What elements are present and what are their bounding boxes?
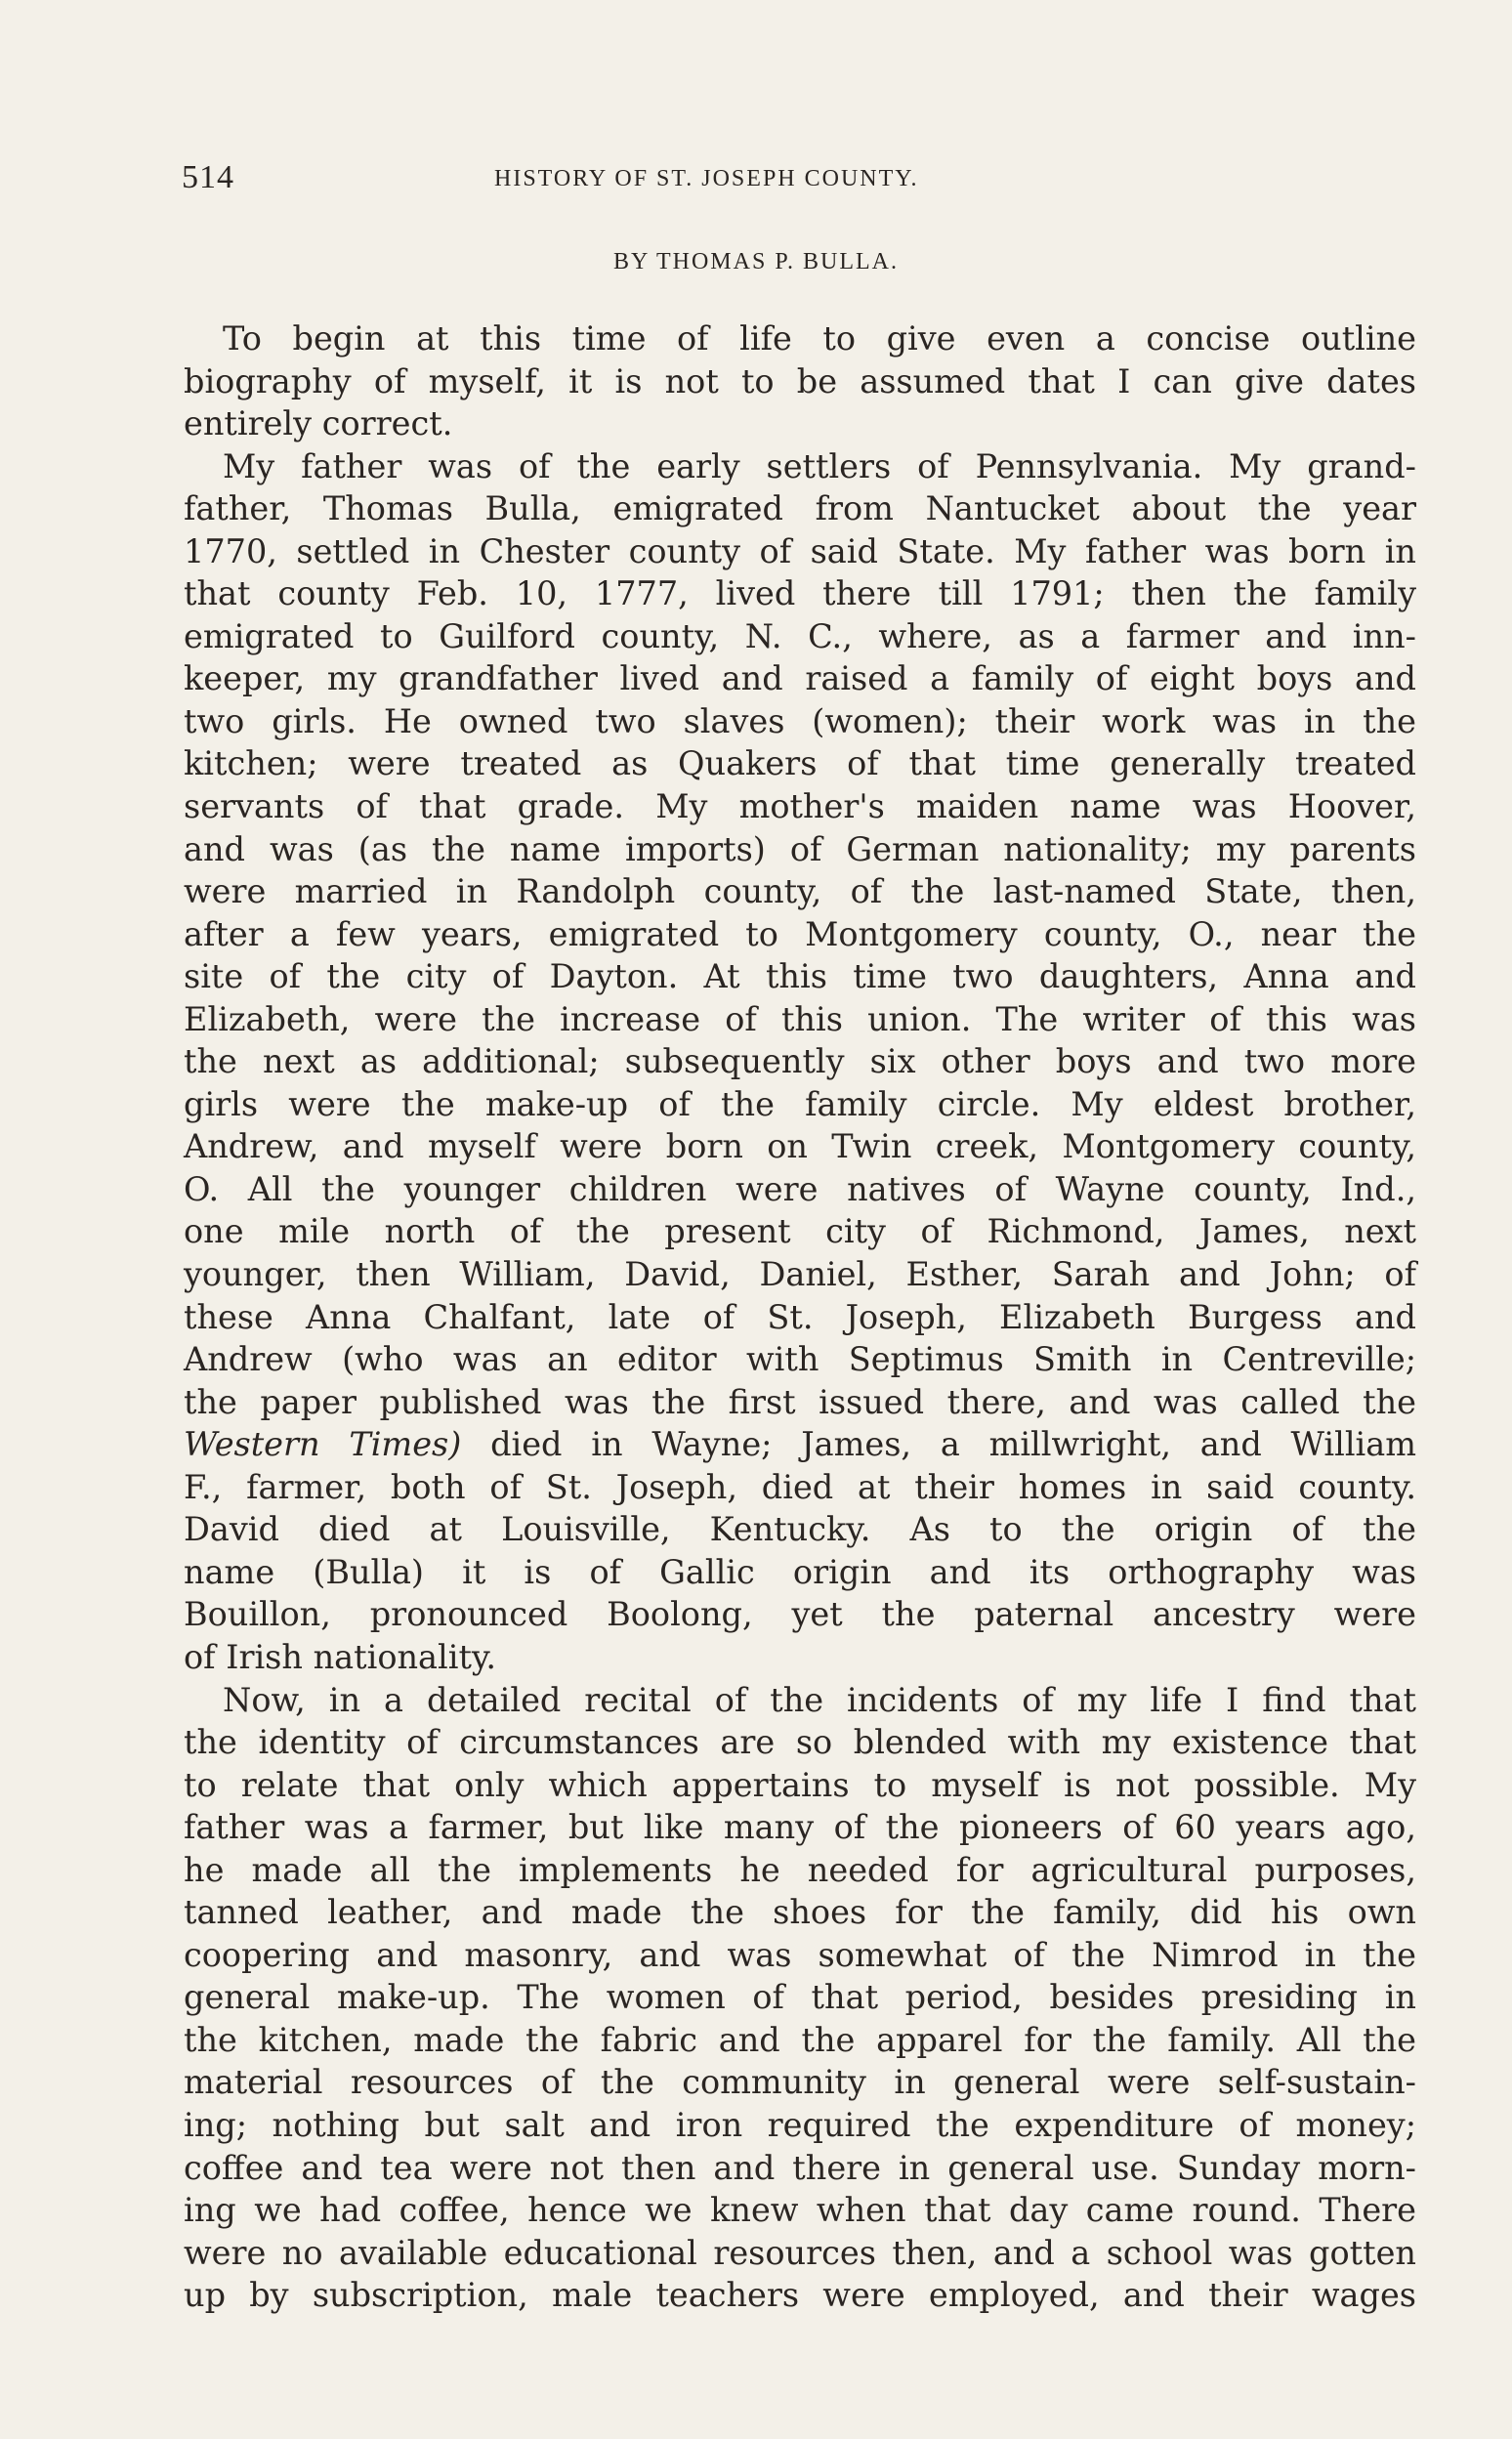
text-line: F., farmer, both of St. Joseph, died at their homes in said county.	[184, 1467, 1416, 1506]
text-line: site of the city of Dayton. At this time two daughters, Anna and	[184, 957, 1416, 996]
text-line: O. All the younger children were natives of Wayne county, Ind.,	[184, 1169, 1416, 1208]
text-line: kitchen; were treated as Quakers of that time generally treated	[184, 744, 1416, 783]
text-line: and was (as the name imports) of German nationality; my parents	[184, 829, 1416, 868]
text-line: coffee and tea were not then and there in general use. Sunday morn-	[184, 2148, 1416, 2187]
text-line: to relate that only which appertains to myself is not possible. My	[184, 1765, 1416, 1804]
text-line: Now, in a detailed recital of the incidents of my life I find that	[223, 1680, 1416, 1719]
text-line: David died at Louisville, Kentucky. As to the origin of the	[184, 1510, 1416, 1549]
text-line: To begin at this time of life to give even a concise outline	[223, 319, 1416, 357]
text-line: girls were the make-up of the family circle. My eldest brother,	[184, 1084, 1416, 1123]
italic-title: Western Times)	[184, 1425, 462, 1464]
text-line: he made all the implements he needed for agricultural purposes,	[184, 1850, 1416, 1889]
byline: BY THOMAS P. BULLA.	[612, 249, 900, 274]
text-line: Bouillon, pronounced Boolong, yet the paternal ancestry were	[184, 1595, 1416, 1634]
text-line: My father was of the early settlers of Pennsylvania. My grand-	[223, 446, 1416, 485]
text-line: servants of that grade. My mother's maiden name was Hoover,	[184, 787, 1416, 826]
text-line: these Anna Chalfant, late of St. Joseph, Elizabeth Burgess and	[184, 1297, 1416, 1336]
text-line: ing we had coffee, hence we knew when that day came round. There	[184, 2191, 1416, 2230]
text-line: younger, then William, David, Daniel, Esther, Sarah and John; of	[184, 1255, 1416, 1294]
text-line: biography of myself, it is not to be assumed that I can give dates	[184, 361, 1416, 400]
text-line: Andrew (who was an editor with Septimus Smith in Centreville;	[184, 1340, 1416, 1379]
text-line: of Irish nationality.	[184, 1637, 497, 1676]
text-line: tanned leather, and made the shoes for the family, did his own	[184, 1893, 1416, 1932]
text-line-rest: died in Wayne; James, a millwright, and William	[490, 1425, 1416, 1464]
text-line: were married in Randolph county, of the last-named State, then,	[184, 872, 1416, 911]
running-title: HISTORY OF ST. JOSEPH COUNTY.	[494, 166, 919, 191]
text-line: ing; nothing but salt and iron required the expenditure of money;	[184, 2105, 1416, 2144]
body-text	[184, 317, 1416, 2317]
text-line: the next as additional; subsequently six other boys and two more	[184, 1042, 1416, 1081]
running-head	[182, 159, 1416, 202]
text-line: general make-up. The women of that period, besides presiding in	[184, 1978, 1416, 2017]
text-line: the kitchen, made the fabric and the apparel for the family. All the	[184, 2020, 1416, 2059]
text-line: the paper published was the first issued there, and was called the	[184, 1382, 1416, 1421]
text-line: emigrated to Guilford county, N. C., where, as a farmer and inn-	[184, 616, 1416, 655]
text-line: after a few years, emigrated to Montgomery county, O., near the	[184, 914, 1416, 953]
text-line: coopering and masonry, and was somewhat of the Nimrod in the	[184, 1935, 1416, 1974]
text-line: entirely correct.	[184, 404, 453, 443]
text-line-with-italic	[184, 1423, 1416, 1466]
text-line: name (Bulla) it is of Gallic origin and its orthography was	[184, 1552, 1416, 1591]
text-line: father, Thomas Bulla, emigrated from Nantucket about the year	[184, 489, 1416, 528]
page-number: 514	[182, 159, 234, 195]
text-line: one mile north of the present city of Richmond, James, next	[184, 1212, 1416, 1251]
text-line: 1770, settled in Chester county of said State. My father was born in	[184, 531, 1416, 570]
text-line: material resources of the community in general were self-sustain-	[184, 2063, 1416, 2102]
text-line: Elizabeth, were the increase of this union. The writer of this was	[184, 999, 1416, 1038]
text-line: father was a farmer, but like many of the pioneers of 60 years ago,	[184, 1808, 1416, 1847]
text-line: keeper, my grandfather lived and raised a family of eight boys and	[184, 659, 1416, 698]
text-line: the identity of circumstances are so blended with my existence that	[184, 1723, 1416, 1762]
text-line: that county Feb. 10, 1777, lived there till 1791; then the family	[184, 574, 1416, 613]
text-line: two girls. He owned two slaves (women); their work was in the	[184, 701, 1416, 740]
text-line: Andrew, and myself were born on Twin creek, Montgomery county,	[184, 1127, 1416, 1166]
text-line: were no available educational resources then, and a school was gotten	[184, 2233, 1416, 2272]
text-line: up by subscription, male teachers were employed, and their wages	[184, 2276, 1416, 2315]
